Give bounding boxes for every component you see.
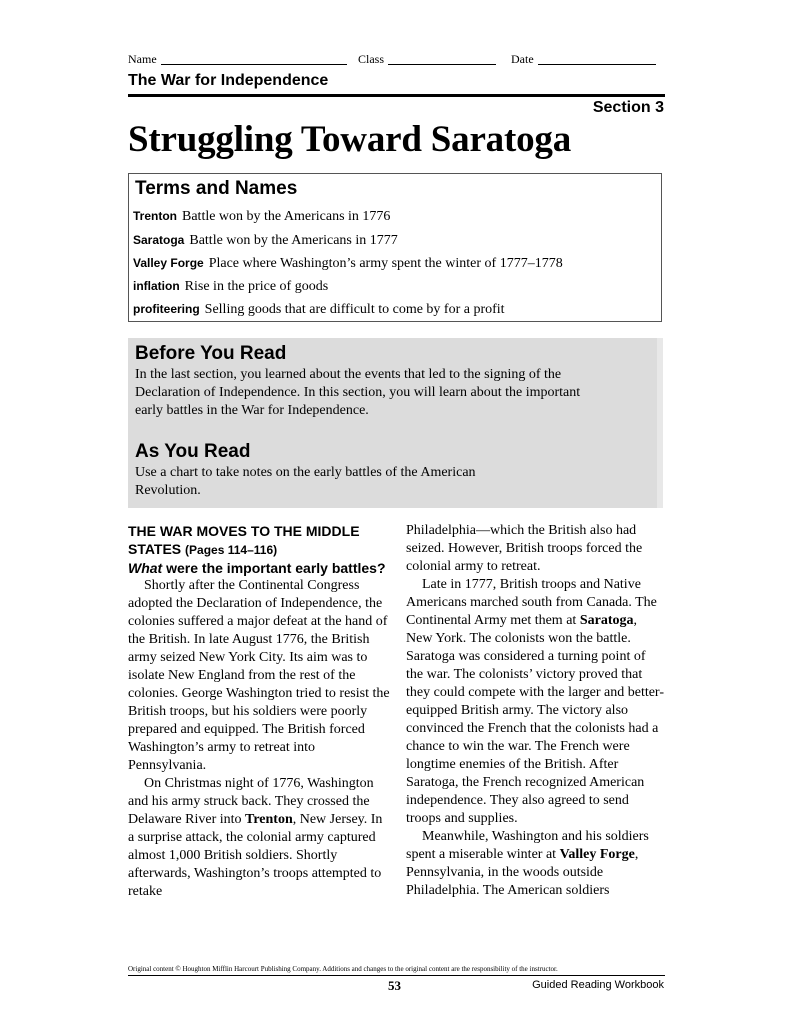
paragraph: [406, 828, 664, 900]
name-field[interactable]: [128, 52, 347, 67]
guiding-question: [128, 559, 390, 577]
term-definition: Battle won by the Americans in 1777: [189, 233, 398, 248]
term-definition: Place where Washington’s army spent the winter of 1777–1778: [208, 256, 563, 271]
paragraph-text: Meanwhile, Washington and his soldiers spent a miserable winter at: [406, 829, 649, 862]
term-saratoga: Saratoga: [579, 613, 634, 628]
as-you-read-text: Use a chart to take notes on the early battles of the American Revolution.: [135, 465, 476, 498]
footer-divider: [128, 975, 665, 976]
date-field[interactable]: [511, 52, 656, 67]
term-row: [133, 302, 505, 318]
section-label: Section 3: [592, 99, 664, 116]
paragraph-text: , New Jersey. In a surprise attack, the colonial army captured almost 1,000 British soldiers. Shortly afterwards, Washington’s troops attempted to retake: [128, 812, 383, 899]
left-column: [128, 522, 390, 901]
paragraph: [128, 775, 390, 901]
section-pages: (Pages 114–116): [185, 543, 278, 557]
paragraph-text: On Christmas night of 1776, Washington and his army struck back. They crossed the Delaware River into: [128, 776, 374, 827]
unit-title: The War for Independence: [128, 72, 329, 89]
paragraph-text: , New York. The colonists won the battle. Saratoga was considered a turning point of the war. The colonists’ victory proved that they could compete with the larger and better-equipped British army. The victory also convinced the French that the colonists had a chance to win the war. The French were longtime enemies of the British. After Saratoga, the French recognized American independence. They also agreed to send troops and supplies.: [406, 613, 664, 826]
term-name: Trenton: [133, 209, 177, 223]
page-title: Struggling Toward Saratoga: [128, 119, 571, 160]
workbook-title: Guided Reading Workbook: [532, 979, 664, 991]
term-row: [133, 279, 328, 295]
section-heading-text: THE WAR MOVES TO THE MIDDLE STATES: [128, 523, 360, 557]
name-label: Name: [128, 52, 157, 66]
section-heading: [128, 522, 390, 559]
term-name: profiteering: [133, 302, 200, 316]
terms-and-names-box: [128, 173, 662, 322]
as-you-read-heading: As You Read: [135, 441, 251, 462]
before-you-read-text: In the last section, you learned about the events that led to the signing of the Declaration of Independence. In this section, you will learn about the important early battles in the War for Independence.: [135, 367, 581, 418]
copyright-note: Original content © Houghton Mifflin Harcourt Publishing Company. Additions and changes to the original content are the responsibility of the instructor.: [128, 965, 558, 973]
paragraph: Philadelphia—which the British also had seized. However, British troops forced the colonial army to retreat.: [406, 523, 643, 574]
term-trenton: Trenton: [245, 812, 293, 827]
box-edge: [657, 338, 663, 508]
paragraph: [406, 576, 664, 828]
term-definition: Rise in the price of goods: [184, 279, 329, 294]
paragraph-text: , Pennsylvania, in the woods outside Philadelphia. The American soldiers: [406, 847, 639, 898]
class-label: Class: [358, 52, 385, 66]
term-row: [133, 233, 398, 249]
term-definition: Selling goods that are difficult to come by for a profit: [204, 302, 505, 317]
terms-heading: Terms and Names: [135, 178, 298, 199]
before-you-read-heading: Before You Read: [135, 343, 287, 364]
header-divider: [128, 94, 665, 97]
term-definition: Battle won by the Americans in 1776: [182, 209, 391, 224]
question-emphasis: What: [128, 560, 163, 576]
reading-preview-box: [128, 338, 663, 508]
term-row: [133, 256, 563, 272]
right-column: [406, 522, 664, 900]
date-label: Date: [511, 52, 534, 66]
paragraph: Shortly after the Continental Congress adopted the Declaration of Independence, the colonies suffered a major defeat at the hand of the British. In late August 1776, the British army seized New York City. Its aim was to isolate New England from the rest of the colonies. George Washington tried to resist the British troops, but his soldiers were poorly prepared and equipped. The British forced Washington’s army to retreat into Pennsylvania.: [128, 578, 390, 773]
question-text: were the important early battles?: [166, 560, 386, 576]
term-name: Valley Forge: [133, 256, 204, 270]
page-number: 53: [388, 978, 401, 993]
class-field[interactable]: [358, 52, 496, 67]
term-name: inflation: [133, 279, 180, 293]
term-name: Saratoga: [133, 233, 185, 247]
term-row: [133, 209, 390, 225]
paragraph-text: Late in 1777, British troops and Native Americans marched south from Canada. The Continental Army met them at: [406, 577, 657, 628]
term-valley-forge: Valley Forge: [559, 847, 635, 862]
